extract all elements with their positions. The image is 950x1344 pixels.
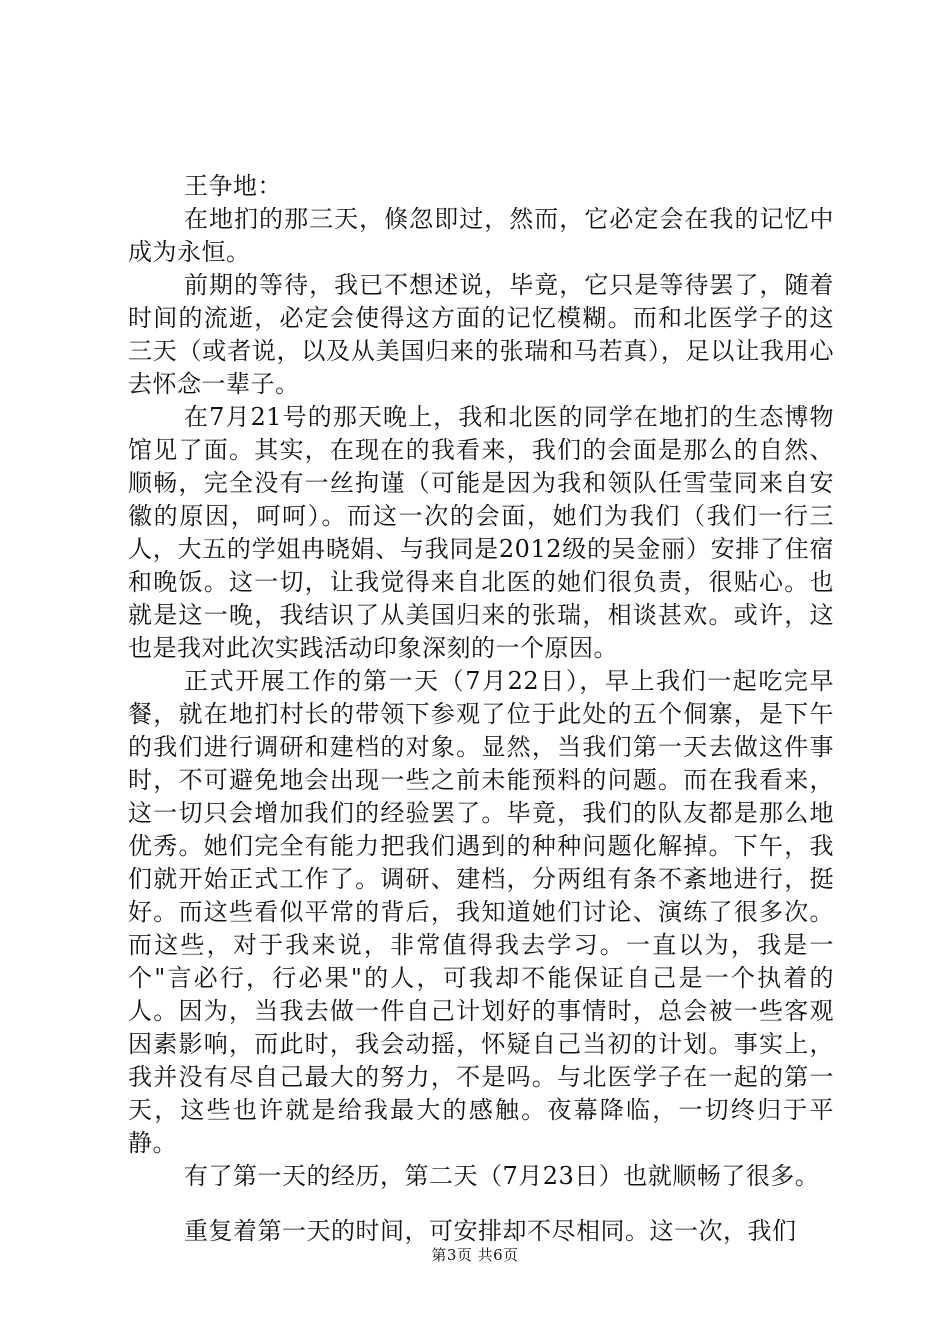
paragraph-4: 正式开展工作的第一天（7月22日），早上我们一起吃完早餐，就在地扪村长的带领下参观了位于此处的五个侗寨，是下午的我们进行调研和建档的对象。显然，当我们第一天去做这件事时，不可避免地会出现一些之前未能预料的问题。而在我看来，这一切只会增加我们的经验罢了。毕竟，我们的队友都是那么地优秀。她们完全有能力把我们遇到的种种问题化解掉。下午，我们就开始正式工作了。调研、建档，分两组有条不紊地进行，挺好。而这些看似平常的背后，我知道她们讨论、演练了很多次。而这些，对于我来说，非常值得我去学习。一直以为，我是一个"言必行，行必果"的人，可我却不能保证自己是一个执着的人。因为，当我去做一件自己计划好的事情时，总会被一些客观因素影响，而此时，我会动摇，怀疑自己当初的计划。事实上，我并没有尽自己最大的努力，不是吗。与北医学子在一起的第一天，这些也许就是给我最大的感触。夜幕降临，一切终归于平静。	[128, 667, 834, 1157]
paragraph-6: 重复着第一天的时间，可安排却不尽相同。这一次，我们	[184, 1217, 797, 1245]
paragraph-2: 前期的等待，我已不想述说，毕竟，它只是等待罢了，随着时间的流逝，必定会使得这方面的记忆模糊。而和北医学子的这三天（或者说，以及从美国归来的张瑞和马若真），足以让我用心去怀念一辈子。	[128, 271, 834, 398]
page-number-footer: 第3页 共6页	[431, 1246, 519, 1264]
paragraph-3: 在7月21号的那天晚上，我和北医的同学在地扪的生态博物馆见了面。其实，在现在的我看来，我们的会面是那么的自然、顺畅，完全没有一丝拘谨（可能是因为我和领队任雪莹同来自安徽的原因，呵呵）。而这一次的会面，她们为我们（我们一行三人，大五的学姐冉晓娟、与我同是2012级的吴金丽）安排了住宿和晚饭。这一切，让我觉得来自北医的她们很负责，很贴心。也就是这一晚，我结识了从美国归来的张瑞，相谈甚欢。或许，这也是我对此次实践活动印象深刻的一个原因。	[128, 403, 834, 662]
paragraph-5: 有了第一天的经历，第二天（7月23日）也就顺畅了很多。	[184, 1162, 820, 1190]
salutation: 王争地：	[184, 172, 282, 200]
document-body	[128, 170, 834, 1248]
paragraph-1: 在地扪的那三天，倏忽即过，然而，它必定会在我的记忆中成为永恒。	[128, 205, 834, 266]
